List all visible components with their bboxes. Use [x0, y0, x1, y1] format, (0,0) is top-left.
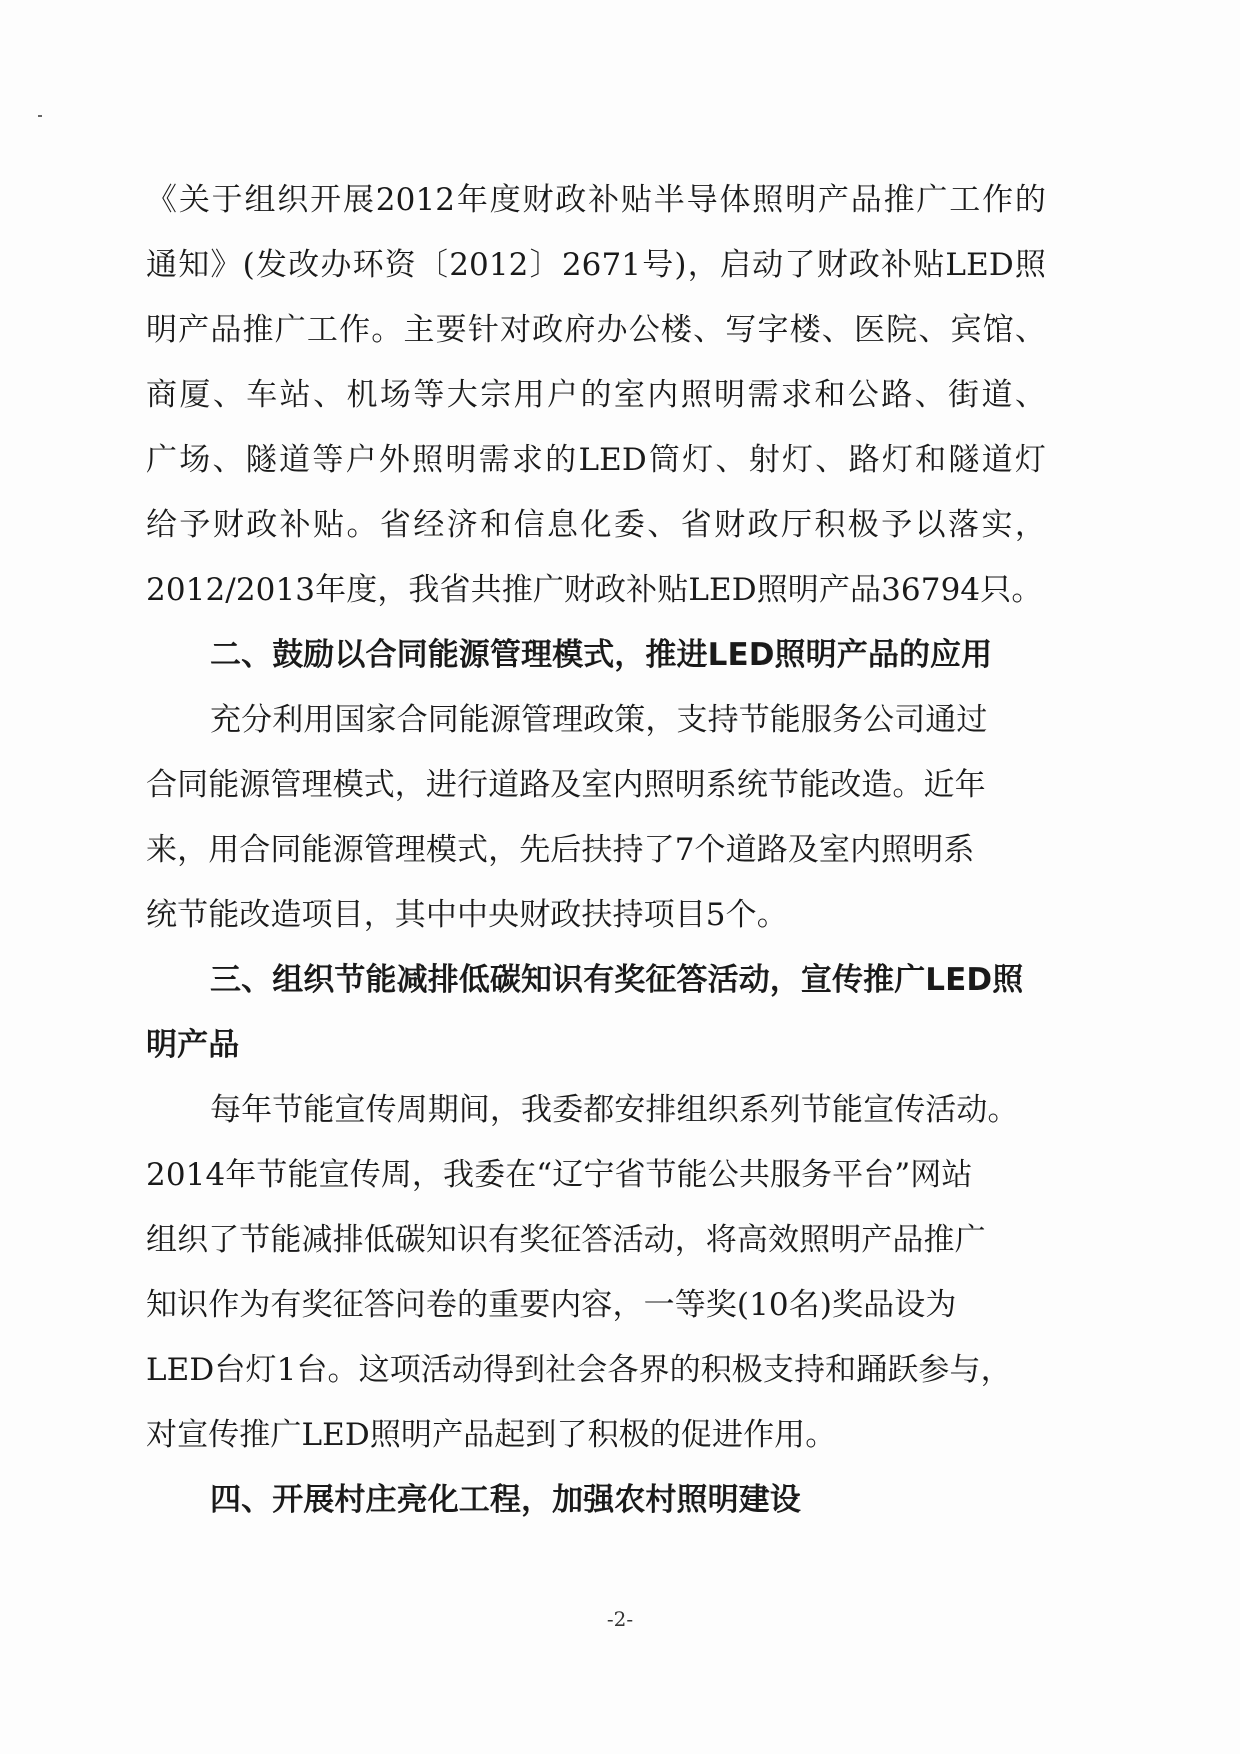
text-line: 广场、隧道等户外照明需求的LED筒灯、射灯、路灯和隧道灯 — [146, 442, 1046, 478]
page-number: -2- — [606, 1607, 634, 1631]
text-line: 统节能改造项目，其中中央财政扶持项目5个。 — [146, 897, 788, 933]
text-line: 《关于组织开展2012年度财政补贴半导体照明产品推广工作的 — [146, 182, 1046, 218]
text-line: 充分利用国家合同能源管理政策，支持节能服务公司通过 — [210, 702, 988, 738]
scan-speck — [38, 115, 42, 117]
section-heading-4: 四、开展村庄亮化工程，加强农村照明建设 — [210, 1482, 801, 1518]
document-body — [146, 168, 1046, 1533]
text-line: 每年节能宣传周期间，我委都安排组织系列节能宣传活动。 — [210, 1092, 1019, 1128]
text-line: 通知》(发改办环资〔2012〕2671号)，启动了财政补贴LED照 — [146, 247, 1046, 283]
text-line: 组织了节能减排低碳知识有奖征答活动，将高效照明产品推广 — [146, 1222, 986, 1258]
heading-line: 三、组织节能减排低碳知识有奖征答活动，宣传推广LED照 — [210, 962, 1024, 998]
text-line: 2012/2013年度，我省共推广财政补贴LED照明产品36794只。 — [146, 572, 1043, 608]
text-line: LED台灯1台。这项活动得到社会各界的积极支持和踊跃参与， — [146, 1352, 1012, 1388]
text-line: 知识作为有奖征答问卷的重要内容，一等奖(10名)奖品设为 — [146, 1287, 957, 1323]
paragraph-subsidy — [146, 168, 1046, 623]
text-line: 来，用合同能源管理模式，先后扶持了7个道路及室内照明系 — [146, 832, 975, 868]
heading-line: 明产品 — [146, 1027, 240, 1063]
section-heading-2: 二、鼓励以合同能源管理模式，推进LED照明产品的应用 — [210, 637, 993, 673]
text-line: 明产品推广工作。主要针对政府办公楼、写字楼、医院、宾馆、 — [146, 312, 1046, 348]
paragraph-promotion-week — [146, 1078, 1046, 1468]
paragraph-energy-management — [146, 688, 1046, 948]
text-line: 对宣传推广LED照明产品起到了积极的促进作用。 — [146, 1417, 837, 1453]
text-line: 给予财政补贴。省经济和信息化委、省财政厅积极予以落实， — [146, 507, 1046, 543]
text-line: 2014年节能宣传周，我委在“辽宁省节能公共服务平台”网站 — [146, 1157, 973, 1193]
section-heading-3 — [146, 948, 1046, 1078]
text-line: 合同能源管理模式，进行道路及室内照明系统节能改造。近年 — [146, 767, 986, 803]
text-line: 商厦、车站、机场等大宗用户的室内照明需求和公路、街道、 — [146, 377, 1046, 413]
